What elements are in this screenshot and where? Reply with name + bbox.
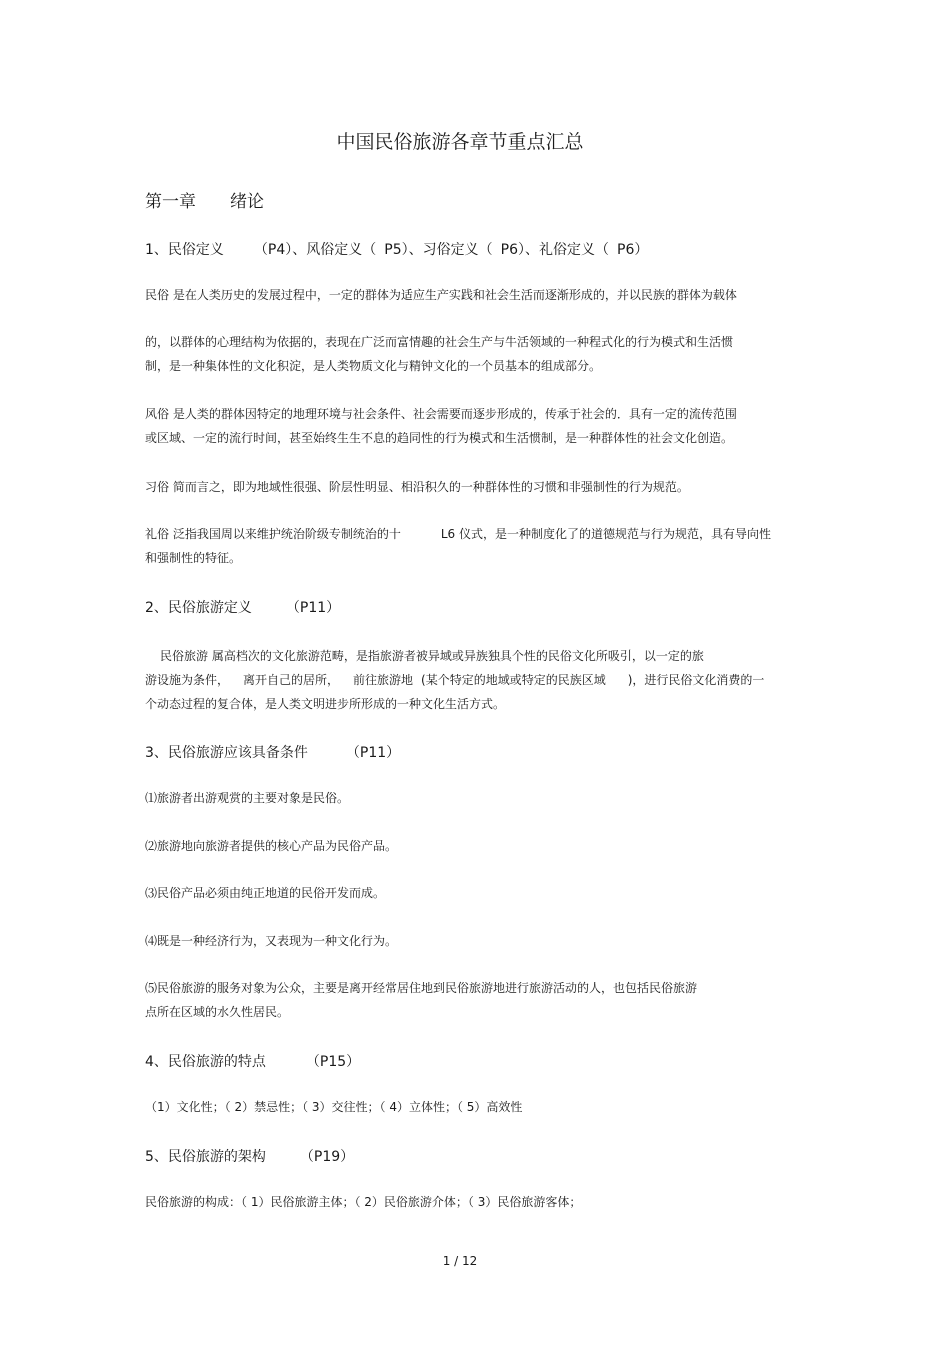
term-xisu: 习俗 <box>145 480 170 494</box>
condition-item-2: ⑵旅游地向旅游者提供的核心产品为民俗产品。 <box>145 839 398 853</box>
term-folk-tourism: 民俗旅游 <box>160 649 209 663</box>
term-lisu: 礼俗 <box>145 527 170 541</box>
chapter-heading <box>145 190 264 214</box>
condition-item-1: ⑴旅游者出游观赏的主要对象是民俗。 <box>145 791 350 805</box>
minsu-definition-line-1: 民俗 是在人类历史的发展过程中，一定的群体为适应生产实践和社会生活而逐渐形成的，并以民族的群体为载体 <box>145 288 737 302</box>
condition-item-5-line-1: ⑸民俗旅游的服务对象为公众，主要是离开经常居住地到民俗旅游地进行旅游活动的人，也包括民俗旅游 <box>145 981 698 995</box>
section-5-heading: 5、民俗旅游的架构 （P19） <box>145 1149 355 1165</box>
folk-tourism-definition-line-1: 民俗旅游 属高档次的文化旅游范畴，是指旅游者被异域或异族独具个性的民俗文化所吸引，以一定的旅 <box>160 649 704 663</box>
document-title: 中国民俗旅游各章节重点汇总 <box>336 131 584 153</box>
condition-item-4: ⑷既是一种经济行为，又表现为一种文化行为。 <box>145 934 398 948</box>
condition-item-5-line-2: 点所在区域的水久性居民。 <box>145 1005 290 1019</box>
page-number: 1 / 12 <box>442 1254 478 1268</box>
fengsu-definition-line-1: 风俗 是人类的群体因特定的地理环境与社会条件、社会需要而逐步形成的，传承于社会的．具有一定的流传范围 <box>145 407 737 421</box>
section-1-heading: 1、民俗定义 （P4）、风俗定义（ P5）、习俗定义（ P6）、礼俗定义（ P6） <box>145 242 649 258</box>
fengsu-definition-line-2: 或区域、一定的流行时间，甚至始终生生不息的趋同性的行为模式和生活惯制，是一种群体性的社会文化创造。 <box>145 431 734 445</box>
folk-tourism-definition-line-2: 游设施为条件， 离开自己的居所， 前往旅游地 (某个特定的地域或特定的民族区域 )，进行民俗文化消费的一 <box>145 673 765 687</box>
section-3-heading: 3、民俗旅游应该具备条件 （P11） <box>145 745 401 761</box>
xisu-definition: 习俗 简而言之，即为地域性很强、阶层性明显、相沿积久的一种群体性的习惯和非强制性的行为规范。 <box>145 480 689 494</box>
section-2-heading: 2、民俗旅游定义 （P11） <box>145 600 341 616</box>
minsu-definition-line-3: 制，是一种集体性的文化积淀，是人类物质文化与精钟文化的一个员基本的组成部分。 <box>145 359 602 373</box>
term-minsu: 民俗 <box>145 288 170 302</box>
lisu-definition-line-1: 礼俗 泛指我国周以来维护统治阶级专制统治的十 L6 仪式，是一种制度化了的道德规范与行为规范，具有导向性 <box>145 527 771 541</box>
section-4-heading: 4、民俗旅游的特点 （P15） <box>145 1054 361 1070</box>
condition-item-3: ⑶民俗产品必须由纯正地道的民俗开发而成。 <box>145 886 386 900</box>
chapter-number: 第一章 <box>145 192 196 212</box>
chapter-name: 绪论 <box>230 192 264 212</box>
folk-tourism-definition-line-3: 个动态过程的复合体，是人类文明进步所形成的一种文化生活方式。 <box>145 697 506 711</box>
minsu-definition-line-2: 的，以群体的心理结构为依据的，表现在广泛而富情趣的社会生产与牛活领域的一种程式化的行为模式和生活惯 <box>145 335 734 349</box>
term-fengsu: 风俗 <box>145 407 170 421</box>
features-list: （1）文化性；（ 2）禁忌性；（ 3）交往性；（ 4）立体性；（ 5）高效性 <box>145 1100 523 1114</box>
structure-list: 民俗旅游的构成：（ 1）民俗旅游主体；（ 2）民俗旅游介体；（ 3）民俗旅游客体； <box>145 1195 582 1209</box>
lisu-definition-line-2: 和强制性的特征。 <box>145 551 242 565</box>
